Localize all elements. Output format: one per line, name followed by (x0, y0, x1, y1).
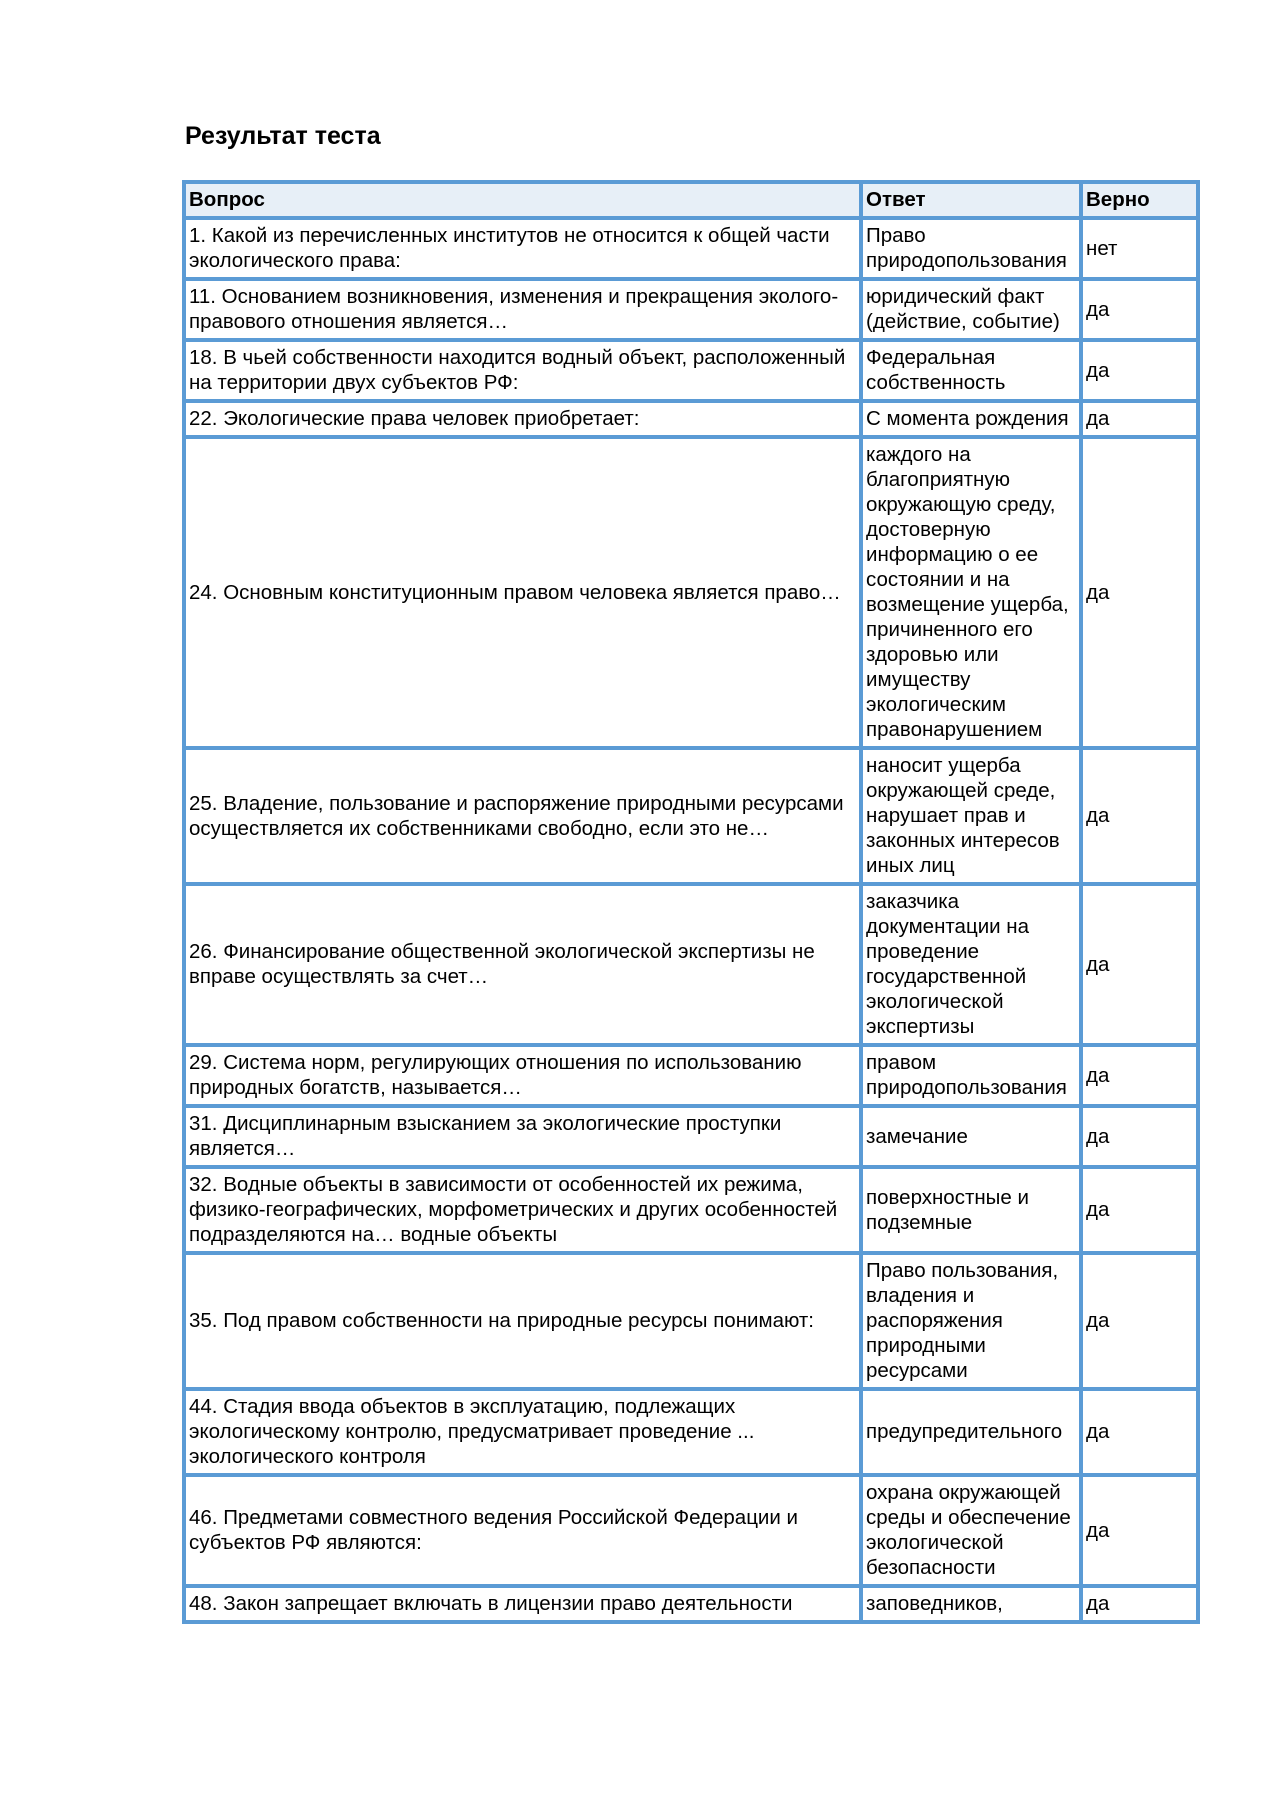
question-cell: 22. Экологические права человек приобретает: (184, 401, 861, 437)
question-cell: 29. Система норм, регулирующих отношения по использованию природных богатств, называется… (184, 1045, 861, 1106)
table-row (184, 1045, 1198, 1106)
table-row (184, 401, 1198, 437)
page-title: Результат теста (185, 122, 381, 150)
table-row (184, 279, 1198, 340)
table-row (184, 1253, 1198, 1389)
results-table (182, 180, 1200, 1624)
correct-cell: да (1081, 1253, 1198, 1389)
correct-cell: да (1081, 1167, 1198, 1253)
answer-cell: заказчика документации на проведение государственной экологической экспертизы (861, 884, 1081, 1045)
answer-cell: С момента рождения (861, 401, 1081, 437)
correct-cell: да (1081, 1106, 1198, 1167)
correct-cell: да (1081, 1045, 1198, 1106)
answer-cell: предупредительного (861, 1389, 1081, 1475)
correct-cell: да (1081, 1389, 1198, 1475)
correct-cell: да (1081, 1475, 1198, 1586)
question-cell: 35. Под правом собственности на природные ресурсы понимают: (184, 1253, 861, 1389)
question-cell: 31. Дисциплинарным взысканием за экологические проступки является… (184, 1106, 861, 1167)
table-row (184, 1586, 1198, 1622)
table-header-row (184, 182, 1198, 218)
answer-cell: поверхностные и подземные (861, 1167, 1081, 1253)
answer-cell: охрана окружающей среды и обеспечение экологической безопасности (861, 1475, 1081, 1586)
table-row (184, 884, 1198, 1045)
header-question: Вопрос (184, 182, 861, 218)
correct-cell: да (1081, 748, 1198, 884)
header-answer: Ответ (861, 182, 1081, 218)
question-cell: 25. Владение, пользование и распоряжение природными ресурсами осуществляется их собственниками свободно, если это не… (184, 748, 861, 884)
question-cell: 44. Стадия ввода объектов в эксплуатацию, подлежащих экологическому контролю, предусматривает проведение ... экологического контроля (184, 1389, 861, 1475)
question-cell: 46. Предметами совместного ведения Российской Федерации и субъектов РФ являются: (184, 1475, 861, 1586)
correct-cell: да (1081, 1586, 1198, 1622)
question-cell: 48. Закон запрещает включать в лицензии право деятельности (184, 1586, 861, 1622)
question-cell: 24. Основным конституционным правом человека является право… (184, 437, 861, 748)
table-row (184, 1389, 1198, 1475)
table-row (184, 218, 1198, 279)
answer-cell: Федеральная собственность (861, 340, 1081, 401)
question-cell: 1. Какой из перечисленных институтов не относится к общей части экологического права: (184, 218, 861, 279)
table-row (184, 1167, 1198, 1253)
correct-cell: да (1081, 437, 1198, 748)
correct-cell: да (1081, 401, 1198, 437)
question-cell: 26. Финансирование общественной экологической экспертизы не вправе осуществлять за счет… (184, 884, 861, 1045)
correct-cell: да (1081, 340, 1198, 401)
answer-cell: Право природопользования (861, 218, 1081, 279)
table-row (184, 1106, 1198, 1167)
correct-cell: да (1081, 279, 1198, 340)
answer-cell: Право пользования, владения и распоряжения природными ресурсами (861, 1253, 1081, 1389)
header-correct: Верно (1081, 182, 1198, 218)
correct-cell: нет (1081, 218, 1198, 279)
answer-cell: замечание (861, 1106, 1081, 1167)
table-row (184, 340, 1198, 401)
answer-cell: каждого на благоприятную окружающую среду, достоверную информацию о ее состоянии и на возмещение ущерба, причиненного его здоровью или имуществу экологическим правонарушением (861, 437, 1081, 748)
table-row (184, 437, 1198, 748)
question-cell: 18. В чьей собственности находится водный объект, расположенный на территории двух субъектов РФ: (184, 340, 861, 401)
table-row (184, 748, 1198, 884)
answer-cell: правом природопользования (861, 1045, 1081, 1106)
question-cell: 11. Основанием возникновения, изменения и прекращения эколого-правового отношения является… (184, 279, 861, 340)
question-cell: 32. Водные объекты в зависимости от особенностей их режима, физико-географических, морфометрических и других особенностей подразделяются на… водные объекты (184, 1167, 861, 1253)
correct-cell: да (1081, 884, 1198, 1045)
answer-cell: заповедников, (861, 1586, 1081, 1622)
answer-cell: наносит ущерба окружающей среде, нарушает прав и законных интересов иных лиц (861, 748, 1081, 884)
answer-cell: юридический факт (действие, событие) (861, 279, 1081, 340)
table-row (184, 1475, 1198, 1586)
